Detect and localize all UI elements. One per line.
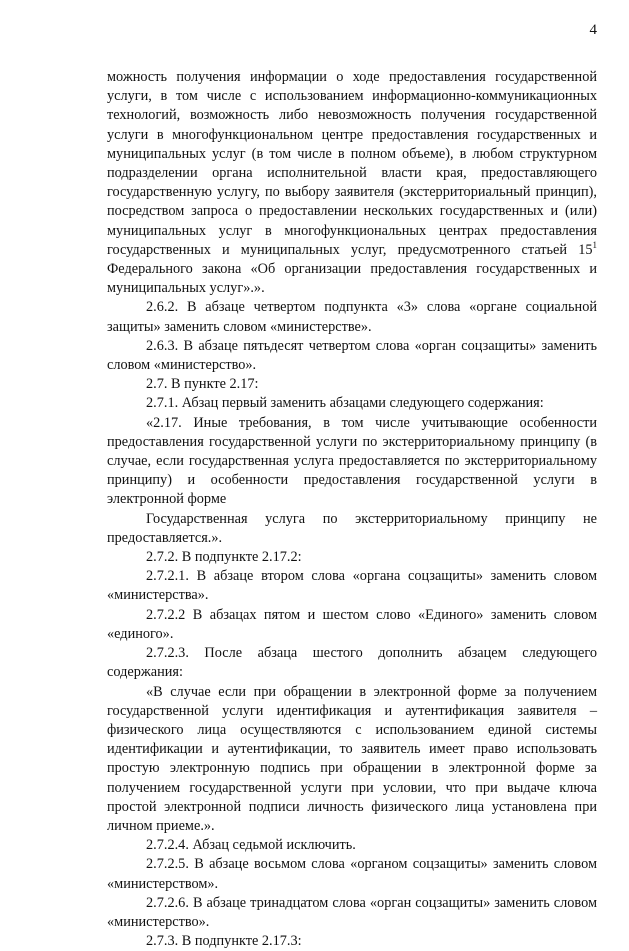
paragraph: 2.7.1. Абзац первый заменить абзацами следующего содержания: [146, 395, 544, 412]
paragraph: Государственная услуга по экстерриториальному принципу не предоставляется.». [107, 510, 597, 546]
paragraph: 2.7.2.5. В абзаце восьмом слова «органом соцзащиты» заменить словом «министерством». [107, 856, 597, 892]
paragraph: 2.7.2.2 В абзацах пятом и шестом слово «Единого» заменить словом «единого». [107, 606, 597, 642]
paragraph: можность получения информации о ходе предоставления государственной услуги, в том числе с использованием информационно-коммуникационных технологий, возможность либо невозможность получения государственной услуги в многофункциональном центре предоставления государственных и муниципальных услуг (в том числе в полном объеме), в любом структурном подразделении органа исполнительной власти края, предоставляющего государственную услугу, по выбору заявителя (экстерриториальный принцип), посредством запроса о предоставлении нескольких государственных и (или) муниципальных услуг в многофункциональных центрах предоставления государственных и муниципальных услуг, предусмотренного статьей $15^1$ Федерального закона «Об организации предоставления государственных и муниципальных услуг».». [107, 69, 597, 297]
superscript: 1 [592, 240, 597, 251]
paragraph: 2.7.2.4. Абзац седьмой исключить. [146, 837, 356, 854]
paragraph: «2.17. Иные требования, в том числе учитывающие особенности предоставления государственной услуги по экстерриториальному принципу (в случае, если государственная услуга предоставляется по экстерриториальному принципу) и особенности предоставления государственной услуги в электронной форме [107, 414, 597, 508]
page-number: 4 [589, 22, 597, 38]
paragraph: 2.7.3. В подпункте 2.17.3: [146, 933, 302, 950]
paragraph: 2.7.2.6. В абзаце тринадцатом слова «орган соцзащиты» заменить словом «министерство». [107, 894, 597, 930]
paragraph: 2.6.2. В абзаце четвертом подпункта «3» слова «органе социальной защиты» заменить словом «министерстве». [107, 299, 597, 335]
paragraph: 2.7.2.1. В абзаце втором слова «органа соцзащиты» заменить словом «министерства». [107, 568, 597, 604]
paragraph: 2.7.2.3. После абзаца шестого дополнить абзацем следующего содержания: [107, 645, 597, 681]
paragraph: 2.6.3. В абзаце пятьдесят четвертом слова «орган соцзащиты» заменить словом «министерство». [107, 337, 597, 374]
paragraph: 2.7.2. В подпункте 2.17.2: [146, 549, 302, 566]
paragraph: «В случае если при обращении в электронной форме за получением государственной услуги идентификация и аутентификация заявителя – физического лица осуществляются с использованием единой системы идентификации и аутентификации, то заявитель имеет право использовать простую электронную подпись при обращении в электронной форме за получением государственной услуги при условии, что при выдаче ключа простой электронной подписи личность физического лица установлена при личном приеме.». [107, 683, 597, 834]
document-body [107, 68, 597, 951]
paragraph: 2.7. В пункте 2.17: [146, 376, 259, 393]
